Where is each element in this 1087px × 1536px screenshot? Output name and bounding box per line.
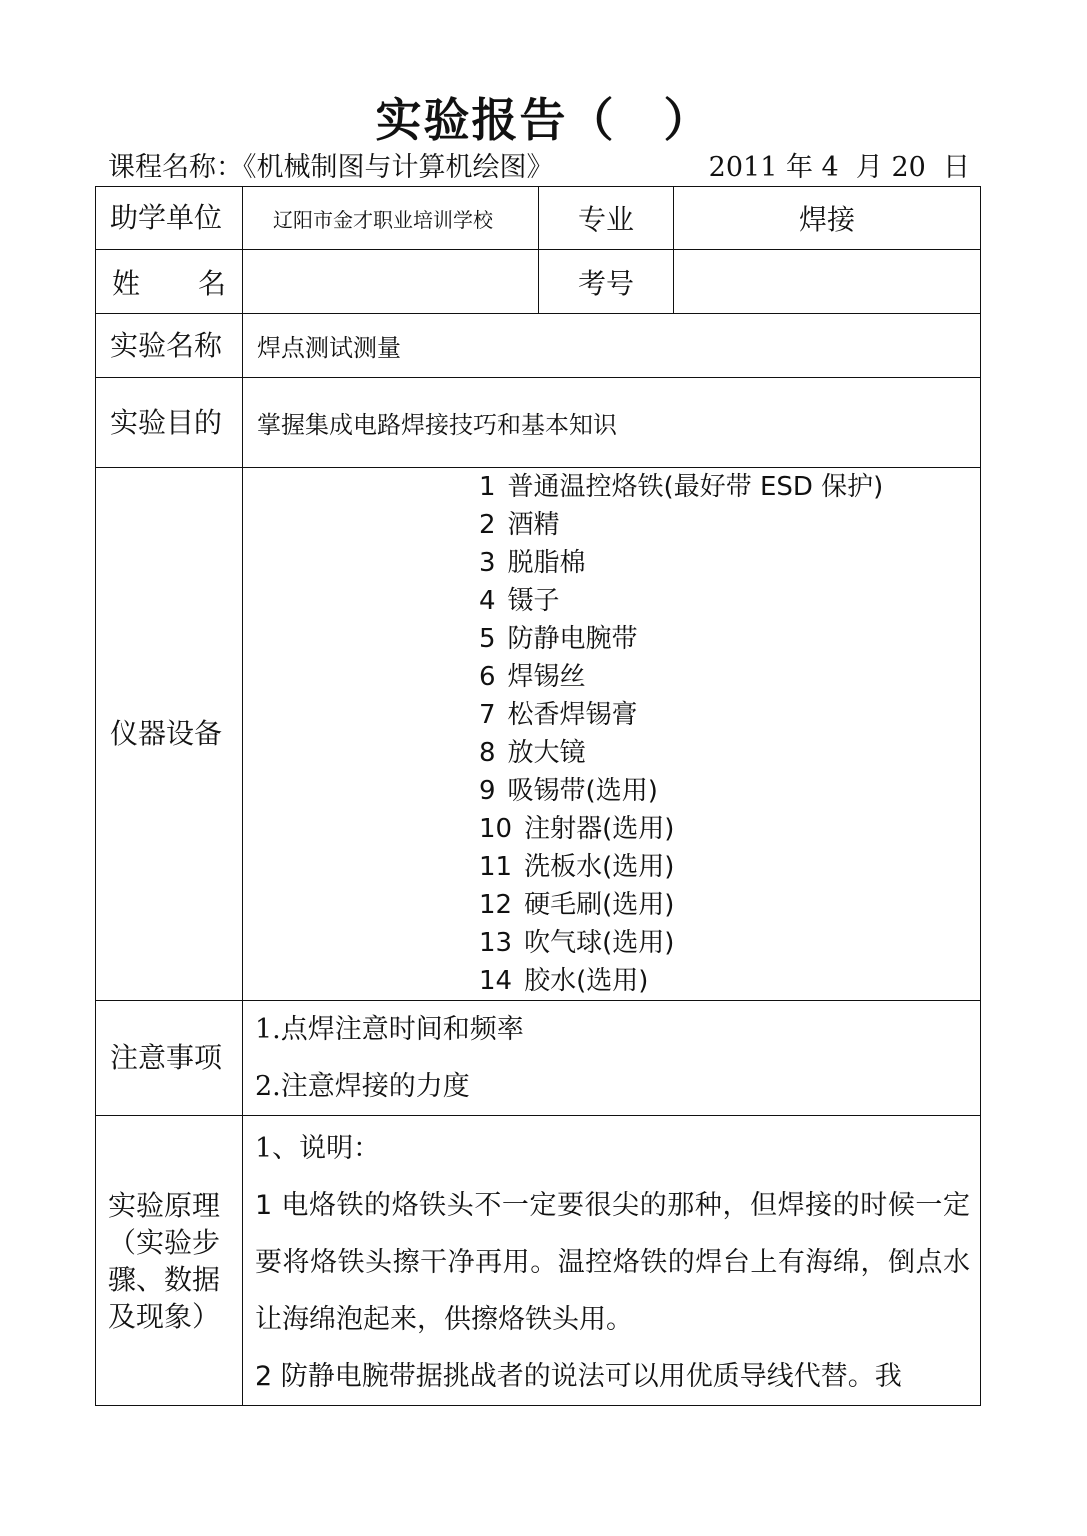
principle-p2-text: 防静电腕带据挑战者的说法可以用优质导线代替。我 — [280, 1361, 902, 1392]
equipment-item — [479, 658, 980, 696]
equipment-num: 5 — [479, 624, 496, 654]
equipment-num: 8 — [479, 738, 496, 768]
equipment-text: 吹气球(选用) — [524, 928, 675, 958]
principle-paragraph-2 — [255, 1348, 970, 1405]
equipment-num: 2 — [479, 510, 496, 540]
principle-label: 实验原理（实验步骤、数据及现象） — [96, 1116, 243, 1406]
equipment-row — [96, 468, 981, 1001]
equipment-num: 1 — [479, 472, 496, 502]
report-date: 2011 年 4 月 20 日 — [708, 152, 970, 183]
principle-heading: 1、说明： — [255, 1133, 381, 1164]
name-value — [243, 250, 539, 314]
name-label-a: 姓 — [112, 266, 141, 300]
equipment-num: 11 — [479, 852, 513, 882]
equipment-text: 松香焊锡膏 — [507, 700, 638, 730]
principle-row — [96, 1116, 981, 1406]
experiment-name-value: 焊点测试测量 — [243, 314, 981, 378]
equipment-item — [479, 582, 980, 620]
principle-paragraph-1 — [255, 1177, 970, 1348]
equipment-text: 酒精 — [507, 510, 560, 540]
equipment-item — [479, 810, 980, 848]
equipment-item — [479, 734, 980, 772]
equipment-text: 镊子 — [507, 586, 560, 616]
equipment-item — [479, 924, 980, 962]
equipment-text: 焊锡丝 — [507, 662, 586, 692]
equipment-item — [479, 620, 980, 658]
equipment-num: 6 — [479, 662, 496, 692]
unit-row — [96, 187, 981, 250]
equipment-text: 防静电腕带 — [507, 624, 638, 654]
unit-label: 助学单位 — [96, 187, 243, 250]
equipment-item — [479, 772, 980, 810]
equipment-cell — [243, 468, 981, 1001]
major-label: 专业 — [539, 187, 674, 250]
exam-label: 考号 — [539, 250, 674, 314]
name-row — [96, 250, 981, 314]
unit-value: 辽阳市金才职业培训学校 — [243, 187, 539, 250]
note-item: 1.点焊注意时间和频率 — [255, 1014, 524, 1045]
equipment-text: 普通温控烙铁(最好带 ESD 保护) — [507, 472, 884, 502]
name-label — [96, 250, 243, 314]
experiment-name-label: 实验名称 — [96, 314, 243, 378]
notes-row — [96, 1001, 981, 1116]
exam-value — [674, 250, 981, 314]
principle-p1-num: 1 — [255, 1190, 273, 1221]
report-title: 实验报告（ ） — [375, 93, 712, 147]
equipment-text: 放大镜 — [507, 738, 586, 768]
notes-label: 注意事项 — [96, 1001, 243, 1116]
equipment-num: 13 — [479, 928, 513, 958]
equipment-item — [479, 848, 980, 886]
equipment-num: 4 — [479, 586, 496, 616]
equipment-text: 脱脂棉 — [507, 548, 586, 578]
purpose-label: 实验目的 — [96, 378, 243, 468]
experiment-name-row — [96, 314, 981, 378]
purpose-value: 掌握集成电路焊接技巧和基本知识 — [243, 378, 981, 468]
purpose-row — [96, 378, 981, 468]
course-name: 课程名称：《机械制图与计算机绘图》 — [108, 152, 554, 183]
principle-cell — [243, 1116, 981, 1406]
report-table — [95, 186, 981, 1406]
major-value: 焊接 — [674, 187, 981, 250]
note-item: 2.注意焊接的力度 — [255, 1071, 470, 1102]
equipment-num: 9 — [479, 776, 496, 806]
equipment-item — [479, 506, 980, 544]
equipment-item — [479, 962, 980, 1000]
principle-p1-text: 电烙铁的烙铁头不一定要很尖的那种，但焊接的时候一定要将烙铁头擦干净再用。温控烙铁的焊台上有海绵，倒点水让海绵泡起来，供擦烙铁头用。 — [255, 1190, 970, 1335]
equipment-num: 7 — [479, 700, 496, 730]
equipment-num: 3 — [479, 548, 496, 578]
equipment-text: 注射器(选用) — [524, 814, 675, 844]
equipment-label: 仪器设备 — [96, 468, 243, 1001]
course-line — [108, 150, 970, 186]
notes-cell — [243, 1001, 981, 1116]
name-label-b: 名 — [197, 266, 226, 300]
equipment-num: 14 — [479, 966, 513, 996]
equipment-text: 吸锡带(选用) — [507, 776, 658, 806]
equipment-text: 硬毛刷(选用) — [524, 890, 675, 920]
equipment-item — [479, 886, 980, 924]
equipment-item — [479, 468, 980, 506]
equipment-text: 胶水(选用) — [524, 966, 649, 996]
equipment-item — [479, 544, 980, 582]
equipment-text: 洗板水(选用) — [524, 852, 675, 882]
principle-p2-num: 2 — [255, 1361, 273, 1392]
equipment-num: 12 — [479, 890, 513, 920]
equipment-list — [243, 468, 980, 1000]
equipment-num: 10 — [479, 814, 513, 844]
equipment-item — [479, 696, 980, 734]
